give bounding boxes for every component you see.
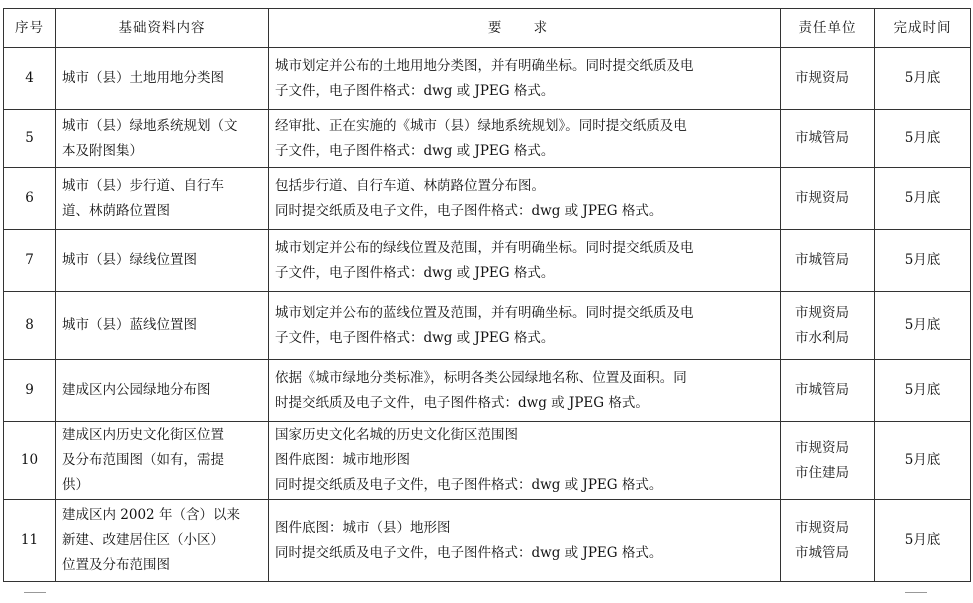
- unit-cell: [781, 500, 875, 582]
- deadline-cell: 5月底: [875, 422, 971, 500]
- header-no: 序号: [4, 9, 56, 48]
- unit-line: 市规资局: [795, 190, 849, 206]
- unit-line: 市城管局: [795, 382, 849, 398]
- header-deadline: 完成时间: [875, 9, 971, 48]
- requirement-line: 经审批、正在实施的《城市（县）绿地系统规划》。同时提交纸质及电: [275, 117, 687, 134]
- requirement-line: 城市划定并公布的蓝线位置及范围，并有明确坐标。同时提交纸质及电: [275, 304, 694, 321]
- requirement-line: 城市划定并公布的土地用地分类图，并有明确坐标。同时提交纸质及电: [275, 57, 694, 74]
- row-number: 9: [4, 360, 56, 422]
- table-row: [4, 110, 971, 168]
- requirement-cell: [269, 422, 781, 500]
- deadline-cell: 5月底: [875, 48, 971, 110]
- requirement-line: 子文件，电子图件格式：dwg 或 JPEG 格式。: [275, 82, 555, 99]
- item-cell: [56, 48, 269, 110]
- item-line: 城市（县）土地用地分类图: [62, 70, 224, 86]
- item-cell: [56, 500, 269, 582]
- header-row: [4, 9, 971, 48]
- item-line: 城市（县）步行道、自行车: [62, 177, 224, 194]
- table-row: [4, 48, 971, 110]
- table-row: [4, 422, 971, 500]
- item-line: 新建、改建居住区（小区）: [62, 532, 224, 548]
- requirement-line: 同时提交纸质及电子文件，电子图件格式：dwg 或 JPEG 格式。: [275, 477, 663, 493]
- row-number: 8: [4, 292, 56, 360]
- deadline-cell: 5月底: [875, 168, 971, 230]
- requirement-cell: [269, 360, 781, 422]
- requirement-cell: [269, 292, 781, 360]
- item-line: 位置及分布范围图: [62, 557, 170, 573]
- unit-line: 市城管局: [795, 252, 849, 268]
- row-number: 11: [4, 500, 56, 582]
- item-line: 城市（县）绿线位置图: [62, 252, 197, 268]
- requirements-table: [3, 8, 971, 582]
- requirement-cell: [269, 168, 781, 230]
- item-cell: [56, 230, 269, 292]
- row-number: 6: [4, 168, 56, 230]
- requirement-cell: [269, 48, 781, 110]
- deadline-cell: 5月底: [875, 360, 971, 422]
- item-cell: [56, 168, 269, 230]
- requirement-line: 子文件，电子图件格式：dwg 或 JPEG 格式。: [275, 329, 555, 346]
- deadline-cell: 5月底: [875, 110, 971, 168]
- unit-line: 市规资局: [795, 70, 849, 86]
- table-row: [4, 230, 971, 292]
- item-cell: [56, 292, 269, 360]
- unit-cell: [781, 48, 875, 110]
- header-unit: 责任单位: [781, 9, 875, 48]
- item-line: 及分布范围图（如有，需提: [62, 452, 224, 468]
- unit-line: 市城管局: [795, 130, 849, 146]
- item-line: 建成区内历史文化街区位置: [62, 427, 224, 443]
- unit-cell: [781, 230, 875, 292]
- deadline-cell: 5月底: [875, 292, 971, 360]
- item-line: 供）: [62, 477, 89, 493]
- deadline-cell: 5月底: [875, 230, 971, 292]
- table-row: [4, 168, 971, 230]
- requirement-line: 包括步行道、自行车道、林荫路位置分布图。: [275, 177, 545, 194]
- row-number: 4: [4, 48, 56, 110]
- requirement-line: 同时提交纸质及电子文件，电子图件格式：dwg 或 JPEG 格式。: [275, 544, 663, 561]
- unit-line: 市规资局: [795, 519, 849, 536]
- unit-line: 市规资局: [795, 304, 849, 321]
- requirement-line: 国家历史文化名城的历史文化街区范围图: [275, 427, 518, 443]
- deadline-cell: 5月底: [875, 500, 971, 582]
- requirement-line: 城市划定并公布的绿线位置及范围，并有明确坐标。同时提交纸质及电: [275, 239, 694, 256]
- requirement-line: 依据《城市绿地分类标准》，标明各类公园绿地名称、位置及面积。同: [275, 369, 687, 386]
- unit-line: 市城管局: [795, 544, 849, 561]
- requirement-line: 图件底图：城市地形图: [275, 452, 410, 468]
- item-line: 本及附图集）: [62, 142, 143, 159]
- table-row: [4, 292, 971, 360]
- requirement-cell: [269, 230, 781, 292]
- unit-cell: [781, 292, 875, 360]
- page-edge-mark: [24, 592, 46, 603]
- item-cell: [56, 360, 269, 422]
- page-edge-mark: [905, 592, 927, 603]
- item-line: 建成区内公园绿地分布图: [62, 382, 211, 398]
- unit-cell: [781, 422, 875, 500]
- row-number: 7: [4, 230, 56, 292]
- unit-line: 市住建局: [795, 464, 849, 481]
- unit-cell: [781, 168, 875, 230]
- requirement-line: 时提交纸质及电子文件，电子图件格式：dwg 或 JPEG 格式。: [275, 394, 649, 411]
- row-number: 5: [4, 110, 56, 168]
- unit-line: 市规资局: [795, 439, 849, 456]
- requirement-line: 同时提交纸质及电子文件，电子图件格式：dwg 或 JPEG 格式。: [275, 202, 663, 219]
- unit-cell: [781, 360, 875, 422]
- table-body: [4, 48, 971, 582]
- item-cell: [56, 422, 269, 500]
- table-row: [4, 500, 971, 582]
- item-cell: [56, 110, 269, 168]
- row-number: 10: [4, 422, 56, 500]
- requirement-line: 子文件，电子图件格式：dwg 或 JPEG 格式。: [275, 142, 555, 159]
- item-line: 建成区内 2002 年（含）以来: [62, 507, 240, 523]
- unit-cell: [781, 110, 875, 168]
- unit-line: 市水利局: [795, 329, 849, 346]
- header-requirement: 要 求: [269, 9, 781, 48]
- requirement-cell: [269, 500, 781, 582]
- table-row: [4, 360, 971, 422]
- requirement-cell: [269, 110, 781, 168]
- header-item: 基础资料内容: [56, 9, 269, 48]
- item-line: 城市（县）蓝线位置图: [62, 317, 197, 333]
- requirement-line: 子文件，电子图件格式：dwg 或 JPEG 格式。: [275, 264, 555, 281]
- item-line: 城市（县）绿地系统规划（文: [62, 117, 238, 134]
- requirement-line: 图件底图：城市（县）地形图: [275, 519, 451, 536]
- item-line: 道、林荫路位置图: [62, 202, 170, 219]
